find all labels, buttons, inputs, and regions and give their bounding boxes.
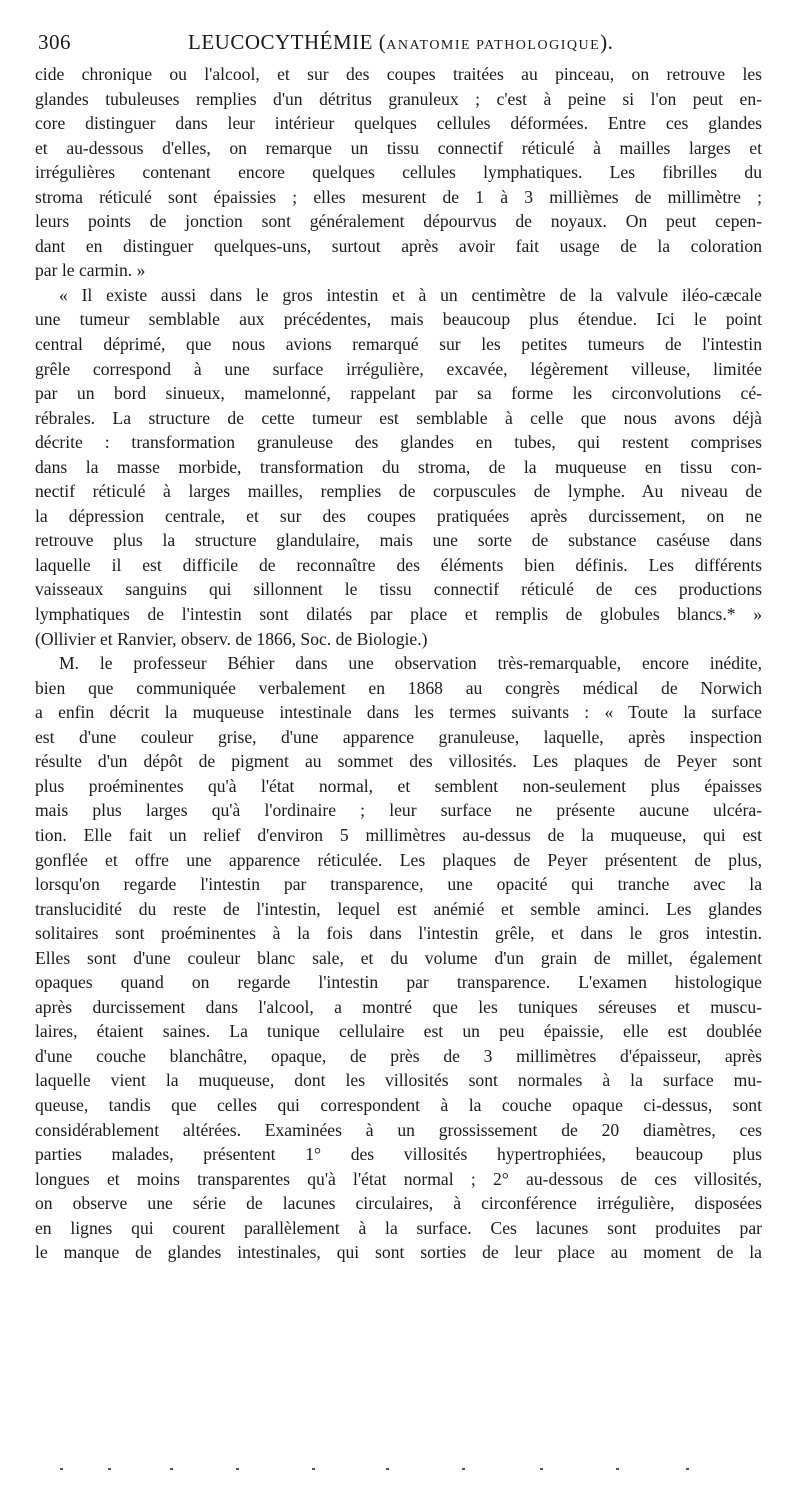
text-line: a enfin décrit la muqueuse intestinale dans les termes suivants : « Toute la surface [35, 702, 762, 723]
text-line: opaques quand on regarde l'intestin par transparence. L'examen histologique [35, 972, 762, 993]
text-line: leurs points de jonction sont généralement dépourvus de noyaux. On peut cepen- [35, 211, 762, 232]
text-line: le manque de glandes intestinales, qui sont sorties de leur place au moment de la [35, 1242, 762, 1263]
running-head [188, 30, 613, 55]
text-line: translucidité du reste de l'intestin, lequel est anémié et semble aminci. Les glandes [35, 898, 762, 919]
text-line: considérablement altérées. Examinées à un grossissement de 20 diamètres, ces [35, 1119, 762, 1140]
body-text [35, 62, 762, 1265]
text-line: lymphatiques de l'intestin sont dilatés par place et remplis de globules blancs.* » [35, 604, 762, 625]
text-line: bien que communiquée verbalement en 1868 au congrès médical de Norwich [35, 677, 762, 698]
page-number: 306 [38, 30, 71, 54]
text-line: en lignes qui courent parallèlement à la surface. Ces lacunes sont produites par [35, 1217, 762, 1238]
text-line: laquelle vient la muqueuse, dont les villosités sont normales à la surface mu- [35, 1070, 762, 1091]
smudge-mark [312, 1468, 315, 1470]
text-line: la dépression centrale, et sur des coupes pratiquées après durcissement, on ne [35, 505, 762, 526]
text-line: par un bord sinueux, mamelonné, rappelant par sa forme les circonvolutions cé- [35, 383, 762, 404]
smudge-mark [60, 1468, 63, 1470]
smudge-mark [386, 1468, 389, 1470]
text-line: core distinguer dans leur intérieur quelques cellules déformées. Entre ces glandes [35, 113, 762, 134]
text-line: stroma réticulé sont épaissies ; elles mesurent de 1 à 3 millièmes de millimètre ; [35, 186, 762, 207]
running-head-sub: ANATOMIE PATHOLOGIQUE [386, 38, 601, 53]
text-line: dant en distinguer quelques-uns, surtout après avoir fait usage de la coloration [35, 235, 762, 256]
text-line: et au-dessous d'elles, on remarque un tissu connectif réticulé à mailles larges et [35, 137, 762, 158]
smudge-mark [462, 1468, 465, 1470]
text-line: par le carmin. » [35, 260, 146, 281]
text-line: central déprimé, que nous avions remarqué sur les petites tumeurs de l'intestin [35, 334, 762, 355]
text-line: on observe une série de lacunes circulaires, à circonférence irrégulière, disposées [35, 1193, 762, 1214]
text-line: retrouve plus la structure glandulaire, mais une sorte de substance caséuse dans [35, 530, 762, 551]
text-line: nectif réticulé à larges mailles, remplies de corpuscules de lymphe. Au niveau de [35, 481, 762, 502]
text-line: après durcissement dans l'alcool, a montré que les tuniques séreuses et muscu- [35, 996, 762, 1017]
smudge-mark [616, 1468, 619, 1470]
running-head-main: LEUCOCYTHÉMIE [188, 30, 373, 54]
text-line: laires, étaient saines. La tunique cellulaire est un peu épaissie, elle est doublée [35, 1021, 762, 1042]
text-line: gonflée et offre une apparence réticulée. Les plaques de Peyer présentent de plus, [35, 849, 762, 870]
paragraph-behier [35, 651, 762, 1265]
text-line: solitaires sont proéminentes à la fois dans l'intestin grêle, et dans le gros intestin. [35, 923, 762, 944]
text-line: dans la masse morbide, transformation du stroma, de la muqueuse en tissu con- [35, 456, 762, 477]
smudge-mark [540, 1468, 543, 1470]
text-line: rébrales. La structure de cette tumeur est semblable à celle que nous avons déjà [35, 407, 762, 428]
text-line: longues et moins transparentes qu'à l'état normal ; 2° au-dessous de ces villosités, [35, 1168, 762, 1189]
text-line: vaisseaux sanguins qui sillonnent le tissu connectif réticulé de ces productions [35, 579, 762, 600]
text-line: queuse, tandis que celles qui correspondent à la couche opaque ci-dessus, sont [35, 1094, 762, 1115]
footer-smudge-marks [60, 1468, 750, 1474]
text-line: décrite : transformation granuleuse des glandes en tubes, qui restent comprises [35, 432, 762, 453]
running-head-paren-open: ( [372, 30, 387, 54]
smudge-mark [236, 1468, 239, 1470]
text-line: tion. Elle fait un relief d'environ 5 millimètres au-dessus de la muqueuse, qui est [35, 824, 762, 845]
text-line: Elles sont d'une couleur blanc sale, et du volume d'un grain de millet, également [35, 947, 762, 968]
text-line: M. le professeur Béhier dans une observation très-remarquable, encore inédite, [59, 653, 762, 674]
text-line: mais plus larges qu'à l'ordinaire ; leur surface ne présente aucune ulcéra- [35, 800, 762, 821]
paragraph-continuation [35, 62, 762, 283]
text-line: irrégulières contenant encore quelques cellules lymphatiques. Les fibrilles du [35, 162, 762, 183]
text-line: est d'une couleur grise, d'une apparence granuleuse, laquelle, après inspection [35, 726, 762, 747]
text-line: plus proéminentes qu'à l'état normal, et semblent non-seulement plus épaisses [35, 775, 762, 796]
text-line: « Il existe aussi dans le gros intestin et à un centimètre de la valvule iléo-cæcale [59, 284, 762, 305]
text-line: parties malades, présentent 1° des villosités hypertrophiées, beaucoup plus [35, 1144, 762, 1165]
smudge-mark [170, 1468, 173, 1470]
text-line: laquelle il est difficile de reconnaître des éléments bien définis. Les différents [35, 554, 762, 575]
page-header [38, 26, 762, 60]
smudge-mark [686, 1468, 689, 1470]
running-head-paren-close: ). [600, 30, 614, 54]
text-line: résulte d'un dépôt de pigment au sommet des villosités. Les plaques de Peyer sont [35, 751, 762, 772]
text-line: d'une couche blanchâtre, opaque, de près de 3 millimètres d'épaisseur, après [35, 1045, 762, 1066]
text-line: (Ollivier et Ranvier, observ. de 1866, Soc. de Biologie.) [35, 628, 428, 649]
citation [35, 627, 762, 652]
text-line: cide chronique ou l'alcool, et sur des coupes traitées au pinceau, on retrouve les [35, 64, 762, 84]
text-line: lorsqu'on regarde l'intestin par transparence, une opacité qui tranche avec la [35, 874, 762, 895]
text-line: grêle correspond à une surface irrégulière, excavée, légèrement villeuse, limitée [35, 358, 762, 379]
paragraph-quotation [35, 283, 762, 627]
smudge-mark [108, 1468, 111, 1470]
text-line: glandes tubuleuses remplies d'un détritus granuleux ; c'est à peine si l'on peut en- [35, 88, 762, 109]
text-line: une tumeur semblable aux précédentes, mais beaucoup plus étendue. Ici le point [35, 309, 762, 330]
